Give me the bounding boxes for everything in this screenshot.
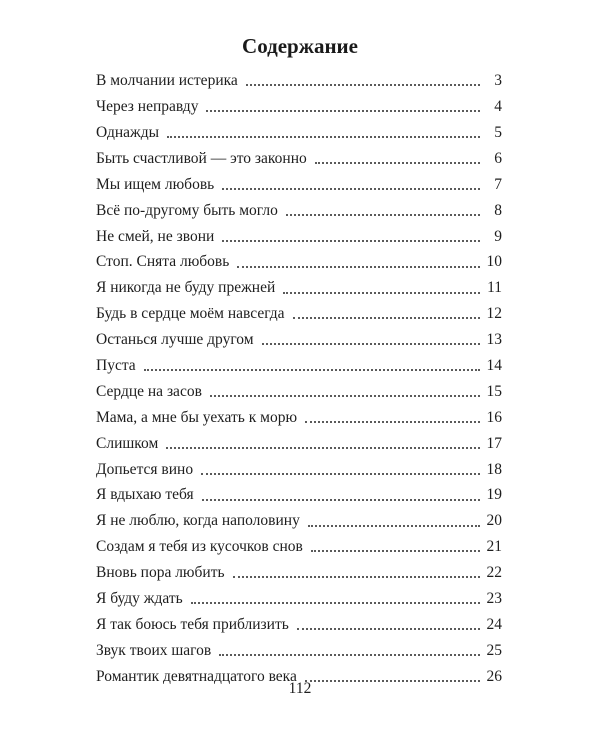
toc-entry-title: Всё по-другому быть могло — [96, 201, 278, 219]
dot-leader — [297, 627, 480, 630]
dot-leader — [293, 316, 480, 319]
toc-entry-title: Не смей, не звони — [96, 227, 215, 245]
toc-entry — [96, 68, 502, 94]
toc-entry-page: 21 — [486, 538, 502, 556]
toc-entry-page: 8 — [494, 201, 502, 219]
toc-entry-page: 13 — [486, 331, 502, 349]
dot-leader — [202, 498, 480, 501]
toc-entry — [96, 275, 502, 301]
toc-entry — [96, 612, 502, 638]
toc-entry — [96, 482, 502, 508]
dot-leader — [246, 83, 480, 86]
toc-entry-title: Сердце на засов — [96, 382, 202, 400]
dot-leader — [262, 342, 480, 345]
toc-entry-page: 17 — [486, 434, 502, 452]
toc-entry — [96, 327, 502, 353]
toc-entry-title: Останься лучше другом — [96, 331, 254, 349]
toc-entry-title: Мы ищем любовь — [96, 175, 215, 193]
toc-entry — [96, 586, 502, 612]
toc-entry-page: 19 — [486, 486, 502, 504]
toc-entry-page: 6 — [494, 149, 502, 167]
dot-leader — [210, 394, 480, 397]
toc-entry-page: 7 — [494, 175, 502, 193]
toc-entry — [96, 197, 502, 223]
toc-entry-title: Мама, а мне бы уехать к морю — [96, 408, 298, 426]
toc-entry-title: Создам я тебя из кусочков снов — [96, 538, 303, 556]
toc-entry-title: Будь в сердце моём навсегда — [96, 305, 285, 323]
toc-entry-title: Однажды — [96, 123, 160, 141]
toc-entry — [96, 456, 502, 482]
toc-entry-title: Допьется вино — [96, 460, 194, 478]
toc-entry-page: 10 — [486, 253, 502, 271]
toc-entry-title: Пуста — [96, 356, 136, 374]
toc-entry-page: 12 — [486, 305, 502, 323]
page-number: 112 — [288, 680, 312, 697]
toc-entry-page: 25 — [486, 641, 502, 659]
dot-leader — [144, 368, 480, 371]
toc-entry — [96, 534, 502, 560]
toc-entry-page: 4 — [494, 98, 502, 116]
toc-entry-title: Звук твоих шагов — [96, 641, 212, 659]
toc-entry-page: 5 — [494, 123, 502, 141]
dot-leader — [201, 472, 480, 475]
toc-entry — [96, 223, 502, 249]
dot-leader — [305, 420, 480, 423]
dot-leader — [315, 161, 480, 164]
toc-entry — [96, 560, 502, 586]
page-title: Содержание — [242, 34, 358, 58]
toc-entry-title: Я вдыхаю тебя — [96, 486, 194, 504]
dot-leader — [286, 213, 480, 216]
toc-entry — [96, 146, 502, 172]
toc-entry-title: В молчании истерика — [96, 72, 238, 90]
toc-entry — [96, 249, 502, 275]
toc-entry — [96, 94, 502, 120]
toc-entry-title: Через неправду — [96, 98, 199, 116]
toc-entry-title: Стоп. Снята любовь — [96, 253, 230, 271]
toc-entry-page: 9 — [494, 227, 502, 245]
dot-leader — [311, 549, 480, 552]
toc-entry-title: Быть счастливой — это законно — [96, 149, 307, 167]
dot-leader — [237, 265, 480, 268]
table-of-contents — [96, 68, 502, 689]
toc-entry-title: Я никогда не буду прежней — [96, 279, 276, 297]
toc-entry — [96, 430, 502, 456]
toc-entry-page: 20 — [486, 512, 502, 530]
toc-entry-page: 3 — [494, 72, 502, 90]
toc-entry — [96, 405, 502, 431]
dot-leader — [191, 601, 480, 604]
dot-leader — [206, 109, 480, 112]
toc-entry — [96, 353, 502, 379]
toc-entry-title: Я буду ждать — [96, 590, 183, 607]
toc-entry-page: 22 — [486, 564, 502, 582]
toc-entry-title: Я так боюсь тебя приблизить — [96, 615, 289, 633]
toc-entry — [96, 379, 502, 405]
toc-entry-title: Слишком — [96, 434, 159, 452]
toc-entry-page: 14 — [486, 356, 502, 374]
dot-leader — [283, 291, 480, 294]
toc-entry-title: Романтик девятнадцатого века — [96, 667, 297, 685]
dot-leader — [167, 135, 480, 138]
toc-entry — [96, 120, 502, 146]
toc-entry-page: 16 — [486, 408, 502, 426]
toc-entry-page: 18 — [486, 460, 502, 478]
toc-entry-page: 24 — [486, 615, 502, 633]
toc-entry-page: 26 — [486, 667, 502, 685]
dot-leader — [222, 239, 480, 242]
toc-entry — [96, 638, 502, 664]
toc-entry — [96, 301, 502, 327]
toc-entry-page: 23 — [486, 590, 502, 607]
toc-entry-page: 11 — [487, 279, 502, 297]
dot-leader — [222, 187, 480, 190]
toc-entry — [96, 508, 502, 534]
toc-entry-title: Вновь пора любить — [96, 564, 225, 582]
toc-entry — [96, 172, 502, 198]
dot-leader — [233, 575, 480, 578]
toc-entry-title: Я не люблю, когда наполовину — [96, 512, 300, 530]
dot-leader — [308, 524, 480, 527]
dot-leader — [219, 653, 480, 656]
dot-leader — [166, 446, 480, 449]
toc-entry-page: 15 — [486, 382, 502, 400]
